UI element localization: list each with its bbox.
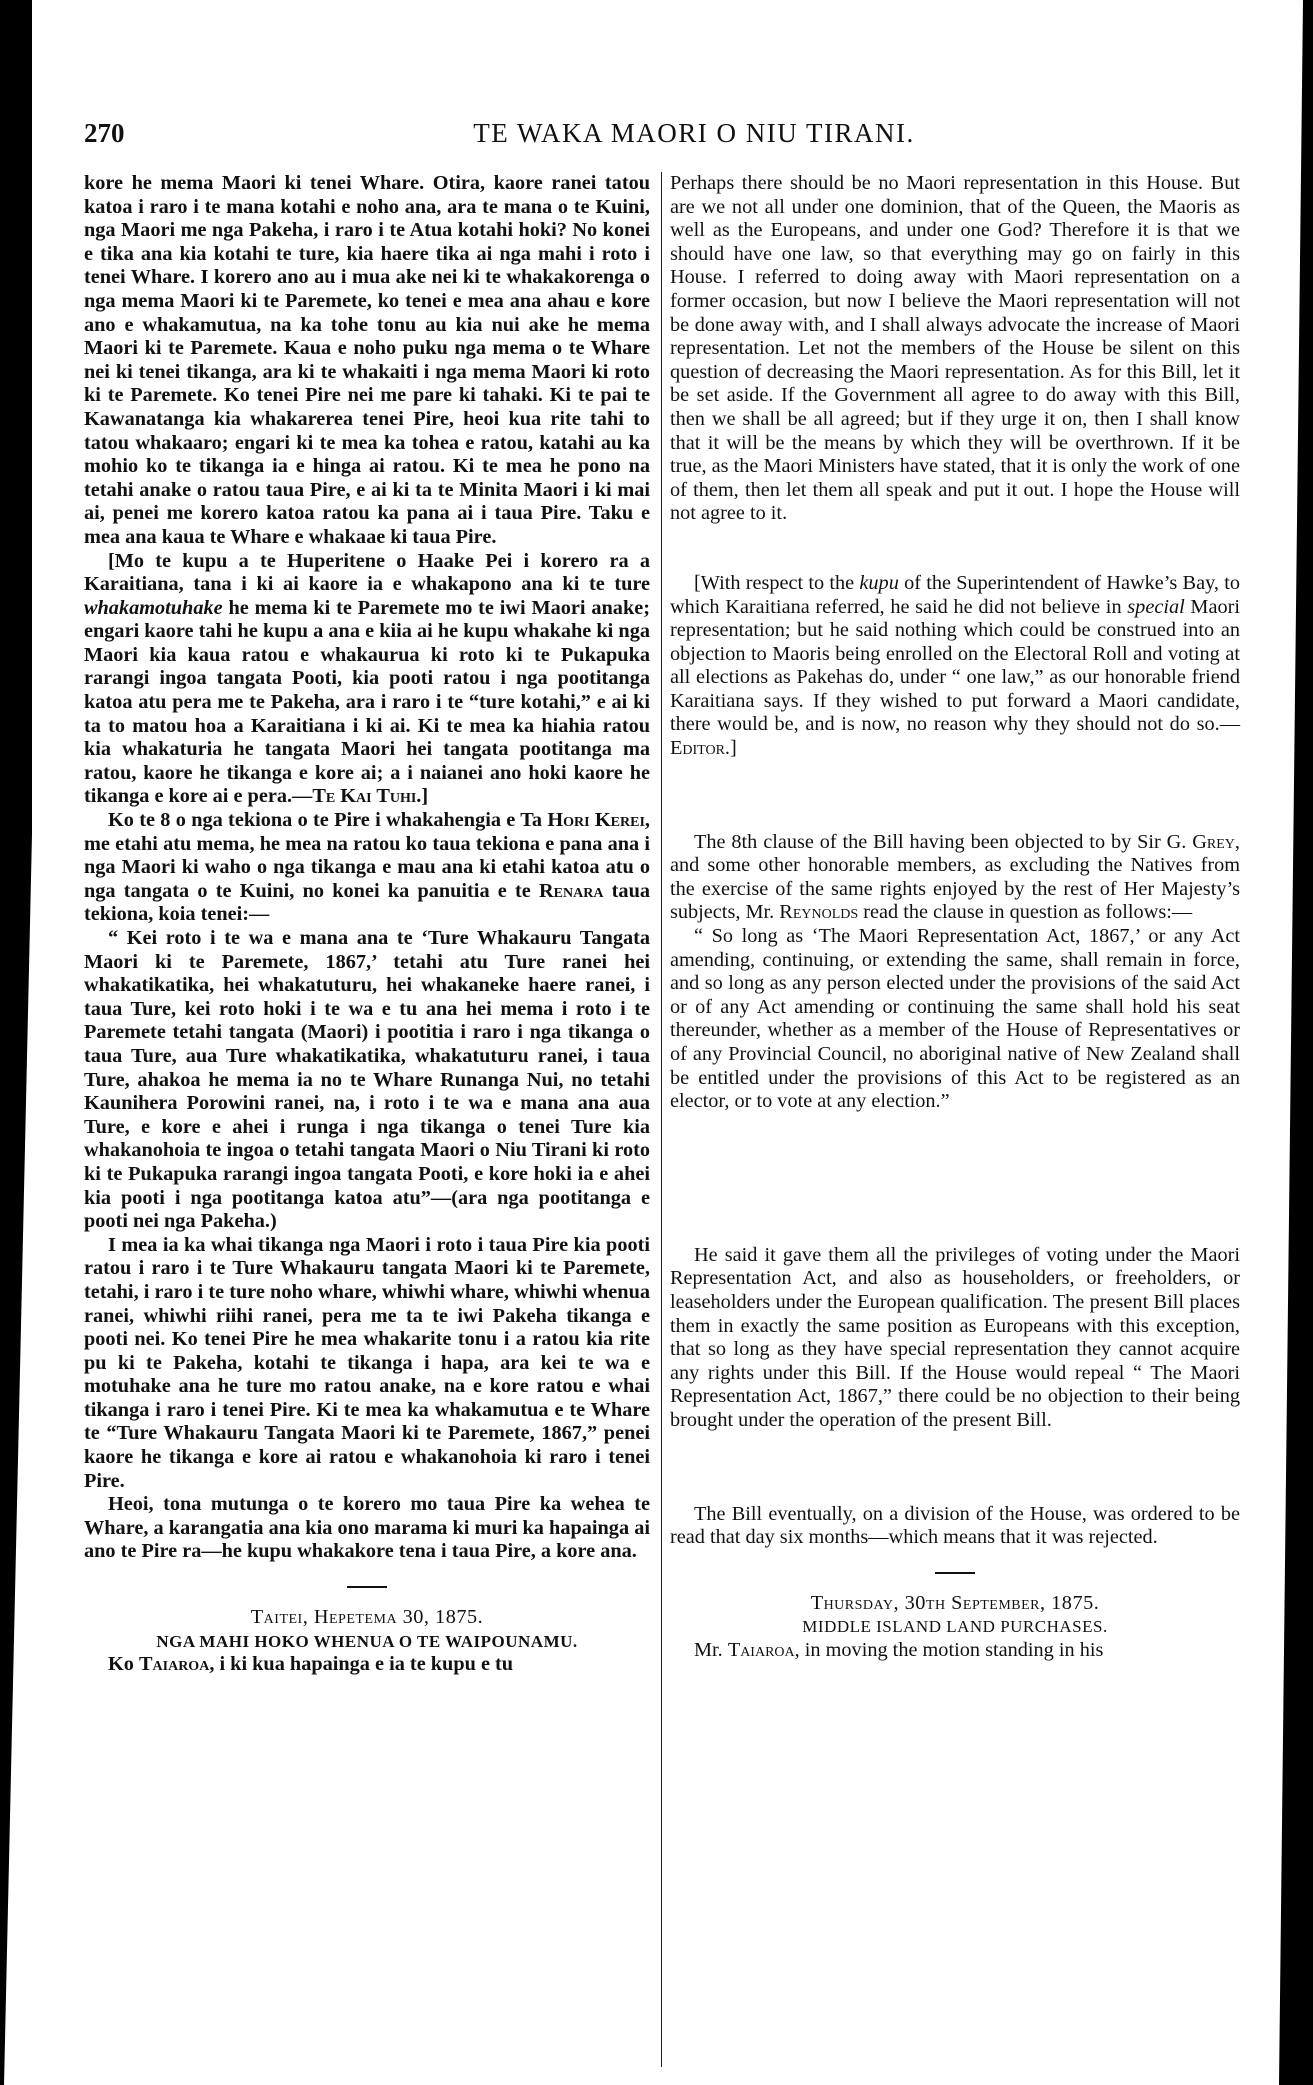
spacer — [670, 1114, 1240, 1244]
page-number: 270 — [84, 118, 125, 148]
editor-note-english: [With respect to the kupu of the Superintendent of Hawke’s Bay, to which Karaitiana referred, he said he did not believe in special Maori representation; but he said nothing which could be construed into an objection to Maoris being enrolled on the Electoral Roll and voting at all elections as Pakehas do, under “ one law,” as our honorable friend Karaitiana says. If they wished to put forward a Maori candidate, there would be, and is now, no reason why they should not do so.—Editor.] — [670, 571, 1240, 760]
paragraph: I mea ia ka whai tikanga nga Maori i roto i taua Pire kia pooti ratou i raro i te Ture Whakauru tangata Maori ki te Paremete, tetahi, i raro i te ture noho whare, whiwhi whare, whiwhi whenua ranei, whiwhi riihi ranei, pera me ta te iwi Pakeha tikanga e pooti nei. Ko tenei Pire he mea whakarite tonu i a ratou kia rite pu ki te Pakeha, kotahi te tikanga i hapa, ara kei te wa e motuhake ana he ture mo ratou anake, na e kore ratou e whai tikanga i raro i tenei Pire. Ki te mea ka whakamutua e te Whare te “Ture Whakauru Tangata Maori ki te Paremete, 1867,” penei kaore he tikanga e kore ai ratou e whakanohoia ki raro i tenei Pire. — [84, 1233, 650, 1492]
date-line: Thursday, 30th September, 1875. — [810, 1591, 1100, 1614]
paragraph: The Bill eventually, on a division of the House, was ordered to be read that day six months—which means that it was rejected. — [670, 1502, 1240, 1549]
scan-border-left — [0, 0, 32, 2085]
signature: Te Kai Tuhi. — [312, 785, 422, 808]
section-heading: MIDDLE ISLAND LAND PURCHASES. — [802, 1617, 1108, 1637]
spacer — [670, 1433, 1240, 1503]
paragraph: He said it gave them all the privileges of voting under the Maori Representation Act, and also as householders, or freeholders, or leaseholders under the European qualification. The present Bill places them in exactly the same position as Europeans with this exception, that so long as they have special representation they cannot acquire any rights under this Bill. If the House would repeal “ The Maori Representation Act, 1867,” there could be no objection to their being brought under the operation of the present Bill. — [670, 1243, 1240, 1431]
right-column-english — [670, 172, 1240, 1663]
spacer — [670, 761, 1240, 831]
quoted-clause: “ Kei roto i te wa e mana ana te ‘Ture Whakauru Tangata Maori ki te Paremete, 1867,’ tetahi atu Ture ranei hei whakatikatika, hei whakatuturu, hei whakaneke haere ranei, i taua Ture, kei roto hoki i te wa e tu ana hei mema i roto i te Paremete tetahi tangata (Maori) i pootitia i raro i nga tikanga o taua Ture, aua Ture whakatikatika, whakatuturu ranei, i taua Ture, ahakoa he mema ia no te Whare Runanga Nui, no tetahi Kaunihera Porowini ranei, na, i roto i te wa e mana ana aua Ture, e kore e ahei i runga i nga tikanga o tenei Ture kia whakanohoia te ingoa o tetahi tangata Maori o Niu Tirani ki roto ki te Pukapuka rarangi ingoa tangata Pooti, e kore hoki ia e ahei kia pooti i nga pootitanga katoa atu”—(ara nga pootitanga e pooti nei nga Pakeha.) — [84, 927, 650, 1233]
journal-title: TE WAKA MAORI O NIU TIRANI. — [473, 118, 915, 148]
italic-term: kupu — [859, 571, 899, 594]
paragraph: The 8th clause of the Bill having been objected to by Sir G. Grey, and some other honorable members, as excluding the Natives from the exercise of the same rights enjoyed by the rest of Her Majesty’s subjects, Mr. Reynolds read the clause in question as follows:— — [670, 830, 1240, 924]
scan-border-right — [1279, 0, 1313, 2085]
left-column-maori — [84, 172, 650, 1677]
signature: Editor. — [670, 737, 730, 760]
paragraph: Heoi, tona mutunga o te korero mo taua Pire ka wehea te Whare, a karangatia ana kia ono marama ki muri ka hapainga ai ano te Pire ra—he kupu whakakore tena i taua Pire, a kore ana. — [84, 1493, 650, 1563]
paragraph: Ko te 8 o nga tekiona o te Pire i whakahengia e Ta Hori Kerei, me etahi atu mema, he mea na ratou ko taua tekiona e pana ana i nga Maori ki waho o nga tikanga e mau ana ki etahi katoa atu o nga tangata o te Kuini, no konei ka panuitia e te Renara taua tekiona, koia tenei:— — [84, 809, 650, 926]
italic-term: special — [1127, 595, 1185, 618]
paragraph: Perhaps there should be no Maori representation in this House. But are we not all under one dominion, that of the Queen, the Maoris as well as the Europeans, and under one God? Therefore it is that we should have one law, so that everything may go on fairly in this House. I referred to doing away with Maori representation on a former occasion, but now I believe the Maori representation will not be done away with, and I shall always advocate the increase of Maori representation. Let not the members of the House be silent on this question of decreasing the Maori representation. As for this Bill, let it be set aside. If the Government all agree to do away with this Bill, then we shall be all agreed; but if they urge it on, then I shall know that it will be the means by which they will be overthrown. If it be true, as the Maori Ministers have stated, that it is only the work of one of them, then let them all speak and put it out. I hope the House will not agree to it. — [670, 172, 1241, 525]
person-name: Grey — [1192, 830, 1235, 853]
person-name: Hori Kerei — [547, 809, 645, 832]
person-name: Renara — [539, 879, 604, 902]
column-divider — [661, 172, 662, 2067]
paragraph: Ko Taiaroa, i ki kua hapainga e ia te kupu e tu — [108, 1653, 514, 1676]
paragraph: kore he mema Maori ki tenei Whare. Otira, kaore ranei tatou katoa i raro i te mana kotahi e noho ana, ara te mana o te Kuini, nga Maori me nga Pakeha, i raro i te Atua kotahi hoki? No konei e tika ana kia kotahi te ture, kia haere tika ai nga mahi i roto i tenei Whare. I korero ano au i mua ake nei ki te whakakorenga o nga mema Maori ki te Paremete, ko tenei e mea ana ahau e kore ano e whakamutua, na ka tohe tonu au kia nui ake he mema Maori ki te Paremete. Kaua e noho puku nga mema o te Whare nei ki tenei tikanga, ara ki te whakaiti i nga mema Maori ki roto ki te Paremete. Ko tenei Pire nei me pare ki tahaki. Ki te pai te Kawanatanga kia whakarerea tenei Pire, heoi kua rite tahi to tatou whakaaro; engari ki te mea ka tohea e ratou, katahi au ka mohio ko te tikanga ia e hinga ai ratou. Ki te mea he pono na tetahi anake o ratou taua Pire, e ai ki ta te Minita Maori i ki mai ai, penei me korero katoa ratou ka pana ai i taua Pire. Taku e mea ana kaua te Whare e whakaae ki taua Pire. — [84, 172, 650, 548]
quoted-clause: “ So long as ‘The Maori Representation Act, 1867,’ or any Act amending, continuing, or extending the same, shall remain in force, and so long as any person elected under the provisions of the said Act or of any Act amending or continuing the same shall hold his seat thereunder, whether as a member of the House of Representatives or of any Provincial Council, no aboriginal native of New Zealand shall be entitled under the provisions of this Act to be registered as an elector, or to vote at any election.” — [670, 925, 1240, 1113]
running-head — [84, 118, 1244, 154]
date-line: Taitei, Hepetema 30, 1875. — [250, 1606, 484, 1629]
paragraph: Mr. Taiaroa, in moving the motion standing in his — [694, 1638, 1104, 1661]
editor-note-maori: [Mo te kupu a te Huperitene o Haake Pei i korero ra a Karaitiana, tana i ki ai kaore ia e whakapono ana ki te ture whakamotuhake he mema ki te Paremete mo te iwi Maori anake; engari kaore tahi he kupu a ana e kiia ai he kupu whakahe ki nga Maori kia kaua ratou e whakaurua ki roto ki te Pukapuka rarangi ingoa tangata Pooti, kia pooti ratou i nga pootitanga katoa atu pera me te Pakeha, ara i raro i te “ture kotahi,” e ai ki ta to matou hoa a Karaitiana i ki ai. Ki te mea ka hiahia ratou kia whakaturia he tangata Maori hei tangata pootitanga ma ratou, kaore he tikanga e kore ai; a i naianei ano hoki kaore he tikanga e kore ai e pera.—Te Kai Tuhi.] — [84, 549, 650, 808]
section-rule — [347, 1586, 387, 1588]
section-heading: NGA MAHI HOKO WHENUA O TE WAIPOUNAMU. — [156, 1631, 578, 1651]
person-name: Taiaroa — [139, 1653, 210, 1676]
section-rule — [935, 1572, 975, 1574]
person-name: Taiaroa — [727, 1638, 795, 1661]
italic-term: whakamotuhake — [84, 596, 223, 619]
person-name: Reynolds — [779, 901, 859, 924]
spacer — [670, 526, 1240, 572]
